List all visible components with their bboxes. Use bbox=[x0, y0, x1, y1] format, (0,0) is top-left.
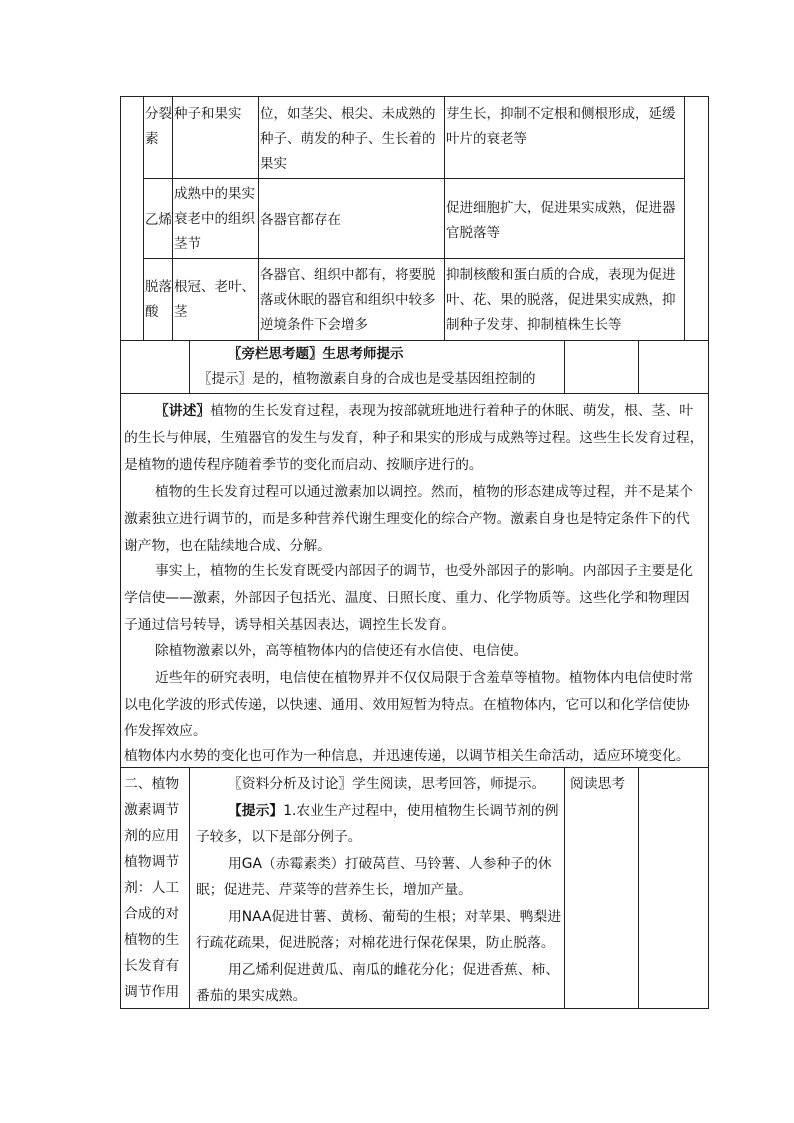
lecture-line: 学信使——激素，外部因子包括光、温度、日照长度、重力、化学物质等。这些化学和物理因 bbox=[124, 590, 690, 606]
hormone-site: 根冠、老叶、 茎 bbox=[174, 279, 255, 320]
hormone-name: 分裂 素 bbox=[145, 106, 172, 147]
sidebar-question-title: 〖旁栏思考题〗生思考师提示 bbox=[228, 346, 404, 362]
lecture-line: 是植物的遗传程序随着季节的变化而启动、按顺序进行的。 bbox=[124, 457, 483, 473]
hormone-distribution: 位，如茎尖、根尖、未成熟的 种子、萌发的种子、生长着的 果实 bbox=[260, 106, 436, 172]
section-line: 眠；促进芫、芹菜等的营养生长，增加产量。 bbox=[196, 882, 472, 898]
section-line: 行疏花疏果，促进脱落；对棉花进行保花保果，防止脱落。 bbox=[196, 935, 555, 951]
section-line: 子较多，以下是部分例子。 bbox=[196, 829, 362, 845]
material-discussion-label: 〖资料分析及讨论〗学生阅读，思考回答，师提示。 bbox=[228, 776, 546, 792]
section-line: 用GA（赤霉素类）打破莴苣、马铃薯、人参种子的休 bbox=[228, 856, 552, 872]
divider-col bbox=[638, 340, 639, 393]
lecture-line: 植物的生长发育过程可以通过激素加以调控。然而，植物的形态建成等过程，并不是某个 bbox=[155, 484, 694, 500]
hormone-name: 乙烯 bbox=[145, 212, 172, 228]
divider-col bbox=[189, 767, 190, 1008]
lecture-line: 作发挥效应。 bbox=[124, 723, 207, 739]
lecture-line: 子通过信号转导，诱导相关基因表达，调控生长发育。 bbox=[124, 617, 456, 633]
hormone-table-divider bbox=[172, 96, 173, 340]
hormone-table-divider bbox=[143, 178, 685, 179]
lecture-line: 谢产物，也在陆续地合成、分解。 bbox=[124, 538, 331, 554]
divider-col bbox=[564, 340, 565, 393]
section-line: 【提示】1.农业生产过程中，使用植物生长调节剂的例 bbox=[228, 803, 559, 819]
divider-col bbox=[638, 767, 639, 1008]
hormone-name: 脱落 酸 bbox=[145, 279, 172, 320]
hormone-function: 促进细胞扩大，促进果实成熟，促进器 官脱落等 bbox=[446, 200, 676, 241]
lecture-line: 激素独立进行调节的，而是多种营养代谢生理变化的综合产物。激素自身也是特定条件下的代 bbox=[124, 511, 690, 527]
activity-label: 阅读思考 bbox=[570, 776, 626, 792]
hormone-table-divider bbox=[444, 96, 445, 340]
hormone-distribution: 各器官、组织中都有，将要脱 落或休眠的器官和组织中较多 逆境条件下会增多 bbox=[260, 267, 436, 333]
hormone-function: 抑制核酸和蛋白质的合成，表现为促进 叶、花、果的脱落，促进果实成熟，抑 制种子发芽、抑制植株生长等 bbox=[446, 267, 676, 333]
lecture-line: 的生长与伸展，生殖器官的发生与发育，种子和果实的形成与成熟等过程。这些生长发育过程， bbox=[124, 430, 704, 446]
divider-col bbox=[564, 767, 565, 1008]
section-line: 用乙烯利促进黄瓜、南瓜的雌花分化；促进香蕉、柿、 bbox=[228, 962, 560, 978]
lecture-label: 〖讲述〗 bbox=[155, 403, 211, 419]
lecture-line: 事实上，植物的生长发育既受内部因子的调节，也受外部因子的影响。内部因子主要是化 bbox=[155, 563, 694, 579]
table-border-right bbox=[708, 96, 709, 1009]
divider-col bbox=[189, 340, 190, 393]
section-line: 用NAA促进甘薯、黄杨、葡萄的生根；对苹果、鸭梨进 bbox=[228, 909, 562, 925]
section-heading: 二、植物 激素调节 剂的应用 植物调节 剂：人工 合成的对 植物的生 长发育有 调节作用 bbox=[124, 776, 180, 1000]
section-line: 番茄的果实成熟。 bbox=[196, 988, 307, 1004]
hormone-distribution: 各器官都存在 bbox=[260, 212, 341, 228]
hormone-table-divider bbox=[143, 258, 685, 259]
hormone-function: 芽生长，抑制不定根和侧根形成，延缓 叶片的衰老等 bbox=[446, 106, 676, 147]
hormone-site: 种子和果实 bbox=[174, 106, 242, 122]
lecture-line: 植物体内水势的变化也可作为一种信息，并迅速传递，以调节相关生命活动，适应环境变化。 bbox=[124, 748, 690, 764]
table-border-top bbox=[120, 96, 709, 97]
hormone-site: 成熟中的果实 衰老中的组织 茎节 bbox=[174, 186, 255, 252]
hint-label: 【提示】 bbox=[228, 803, 284, 819]
hormone-table-divider bbox=[258, 96, 259, 340]
lecture-line: 除植物激素以外，高等植物体内的信使还有水信使、电信使。 bbox=[155, 643, 528, 659]
sidebar-question-hint: 〖提示〗是的，植物激素自身的合成也是受基因组控制的 bbox=[198, 371, 536, 387]
hormone-table-border bbox=[684, 96, 685, 340]
divider-row bbox=[120, 393, 709, 394]
lecture-line: 〖讲述〗植物的生长发育过程，表现为按部就班地进行着种子的休眠、萌发，根、茎、叶 bbox=[155, 403, 694, 419]
divider-row bbox=[120, 340, 709, 341]
table-border-left bbox=[120, 96, 121, 1009]
lecture-line: 近些年的研究表明，电信使在植物界并不仅仅局限于含羞草等植物。植物体内电信使时常 bbox=[155, 670, 694, 686]
lecture-line: 以电化学波的形式传递，以快速、通用、效用短暂为特点。在植物体内，它可以和化学信使协 bbox=[124, 697, 690, 713]
hormone-table-border bbox=[143, 96, 144, 340]
